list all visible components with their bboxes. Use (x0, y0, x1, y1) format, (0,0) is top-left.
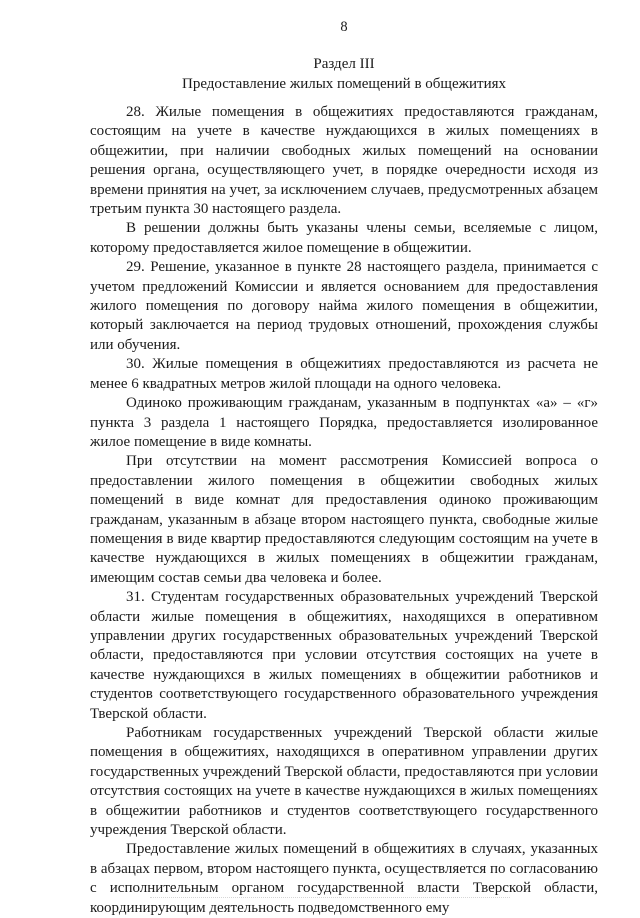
paragraph-28: 28. Жилые помещения в общежитиях предоставляются гражданам, состоящим на учете в качестве нуждающихся в жилых помещениях в общежитии, при наличии свободных жилых помещений на основании решения органа, осуществляющего учет, в порядке очередности исходя из времени принятия на учет, за исключением случаев, предусмотренных абзацем третьим пункта 30 настоящего раздела. (90, 104, 598, 218)
body-text (90, 103, 598, 918)
scan-bottom-edge (150, 897, 510, 899)
paragraph-28-family: В решении должны быть указаны члены семьи, вселяемые с лицом, которому предоставляется жилое помещение в общежитии. (90, 220, 598, 256)
paragraph-31-agreement: Предоставление жилых помещений в общежитиях в случаях, указанных в абзацах первом, втором настоящего пункта, осуществляется по согласованию с исполнительным органом государственной власти Тверской области, координирующим деятельность подведомственного ему (90, 841, 598, 916)
section-title: Предоставление жилых помещений в общежитиях (181, 76, 507, 92)
section-number: Раздел III (313, 56, 375, 72)
paragraph-30-no-rooms: При отсутствии на момент рассмотрения Комиссией вопроса о предоставлении жилого помещения в общежитии свободных жилых помещений в виде комнат для предоставления одиноко проживающим гражданам, указанным в абзаце втором настоящего пункта, свободные жилые помещения в виде квартир предоставляются следующим состоящим на учете в качестве нуждающихся в жилых помещениях в общежитии гражданам, имеющим состав семьи два человека и более. (90, 453, 598, 586)
paragraph-30-single-citizens: Одиноко проживающим гражданам, указанным в подпунктах «а» – «г» пункта 3 раздела 1 настоящего Порядка, предоставляется изолированное жилое помещение в виде комнаты. (90, 395, 598, 450)
page-number: 8 (340, 19, 348, 35)
paragraph-29: 29. Решение, указанное в пункте 28 настоящего раздела, принимается с учетом предложений Комиссии и является основанием для предоставления жилого помещения по договору найма жилого помещения в общежитии, который заключается на период трудовых отношений, прохождения службы или обучения. (90, 259, 598, 353)
paragraph-31-workers: Работникам государственных учреждений Тверской области жилые помещения в общежитиях, находящихся в оперативном управлении других государственных учреждений Тверской области, предоставляются при условии отсутствия состоящих на учете в качестве нуждающихся в жилых помещениях в общежитии работников и студентов соответствующего государственного учреждения Тверской области. (90, 725, 598, 839)
paragraph-30: 30. Жилые помещения в общежитиях предоставляются из расчета не менее 6 квадратных метров жилой площади на одного человека. (90, 356, 598, 392)
section-heading (90, 54, 598, 94)
paragraph-31: 31. Студентам государственных образовательных учреждений Тверской области жилые помещения в общежитиях, находящихся в оперативном управлении других государственных образовательных учреждений Тверской области, предоставляются при условии отсутствия состоящих на учете в качестве нуждающихся в жилых помещениях в общежитии работников и студентов соответствующего государственного образовательного учреждения Тверской области. (90, 589, 598, 722)
